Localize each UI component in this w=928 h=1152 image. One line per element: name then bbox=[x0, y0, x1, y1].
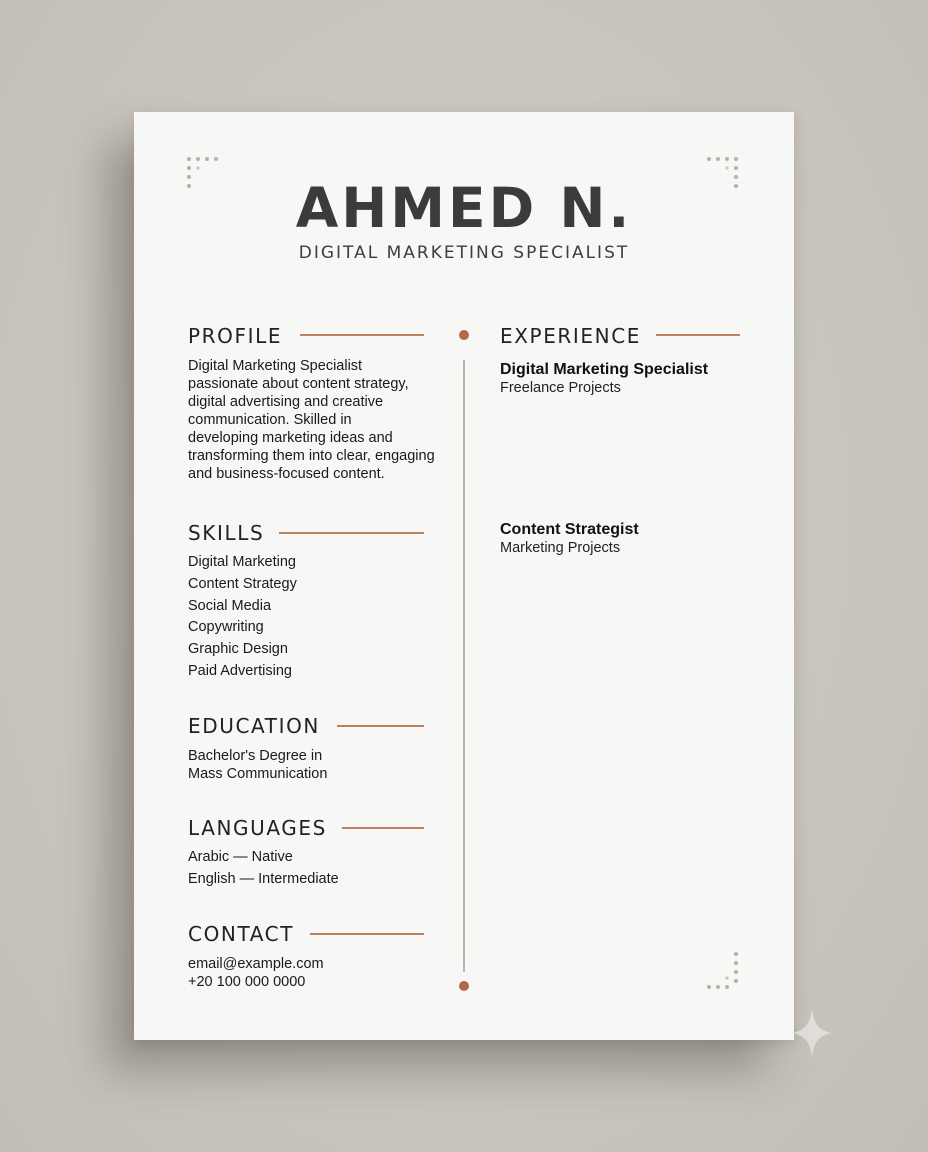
job-title: DIGITAL MARKETING SPECIALIST bbox=[298, 243, 630, 263]
languages-heading: LANGUAGES bbox=[188, 816, 327, 840]
languages-rule bbox=[342, 827, 424, 829]
divider-top-dot bbox=[459, 330, 469, 340]
list-item: English — Intermediate bbox=[188, 870, 339, 887]
profile-text: Digital Marketing Specialist passionate about content strategy, digital advertising and creative communication. Skilled in developing marketing ideas and transforming them into clear, engaging and business-focused content. bbox=[188, 358, 435, 482]
education-heading: EDUCATION bbox=[188, 714, 320, 738]
experience-org: Marketing Projects bbox=[500, 540, 621, 556]
skills-list bbox=[188, 552, 297, 683]
list-item: Arabic — Native bbox=[188, 849, 293, 865]
corner-dots-icon bbox=[702, 950, 742, 992]
list-item: Copywriting bbox=[188, 619, 264, 636]
languages-list bbox=[188, 847, 339, 891]
education-rule bbox=[337, 725, 424, 727]
contact-info bbox=[188, 955, 324, 991]
contact-email: email@example.com bbox=[188, 956, 324, 972]
contact-phone: +20 100 000 0000 bbox=[188, 974, 306, 990]
contact-rule bbox=[310, 933, 424, 935]
list-item: Content Strategy bbox=[188, 575, 297, 592]
profile-heading: PROFILE bbox=[188, 324, 283, 348]
resume-page bbox=[134, 112, 794, 1040]
education-text: Bachelor's Degree in Mass Communication bbox=[188, 748, 328, 782]
skills-rule bbox=[279, 532, 424, 534]
list-item: Social Media bbox=[188, 597, 272, 614]
skills-heading: SKILLS bbox=[188, 521, 265, 545]
list-item: Digital Marketing bbox=[188, 554, 296, 570]
divider-bottom-dot bbox=[459, 981, 469, 991]
contact-heading: CONTACT bbox=[188, 922, 295, 946]
experience-role: Digital Marketing Specialist bbox=[500, 361, 709, 378]
experience-rule bbox=[656, 334, 740, 336]
candidate-name: AHMED N. bbox=[295, 176, 633, 240]
column-divider bbox=[463, 360, 465, 972]
experience-role: Content Strategist bbox=[500, 521, 639, 538]
experience-heading: EXPERIENCE bbox=[500, 324, 642, 348]
experience-org: Freelance Projects bbox=[500, 380, 621, 396]
profile-rule bbox=[300, 334, 424, 336]
sparkle-icon bbox=[790, 1006, 834, 1060]
list-item: Paid Advertising bbox=[188, 662, 292, 679]
list-item: Graphic Design bbox=[188, 641, 288, 658]
